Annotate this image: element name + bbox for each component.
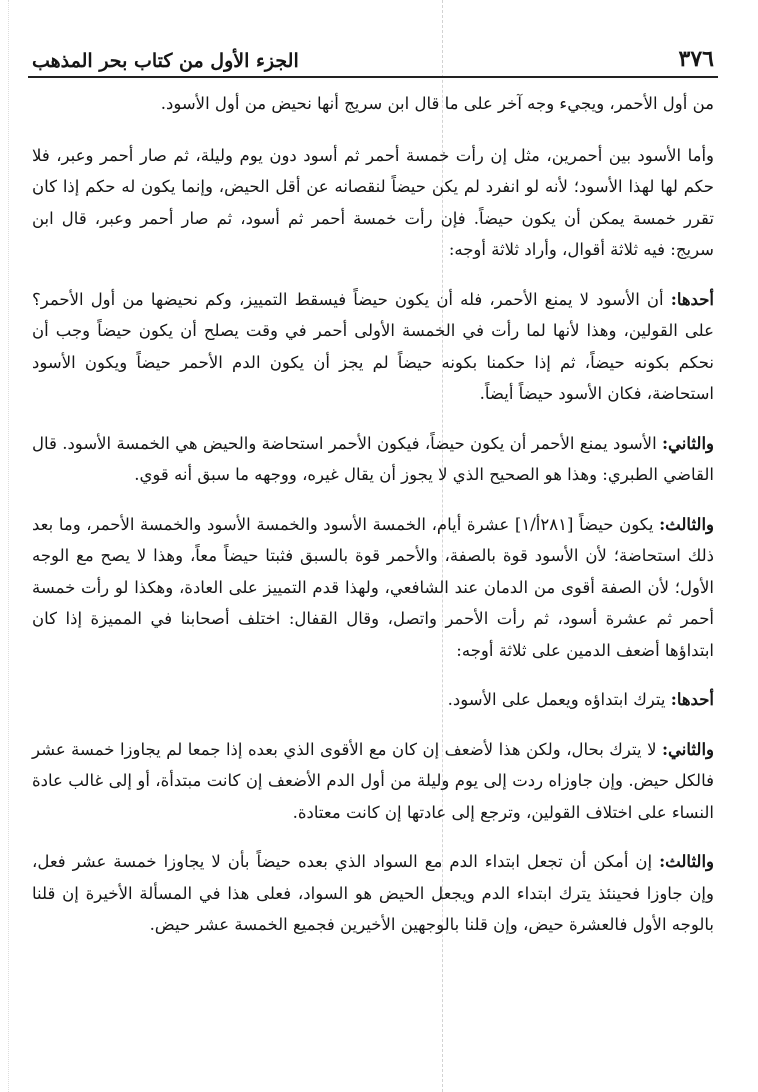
paragraph — [32, 846, 714, 941]
paragraph-lead: والثاني: — [661, 739, 714, 759]
page-number: ٣٧٦ — [678, 46, 714, 72]
page-body — [28, 78, 718, 941]
paragraph-text: إن أمكن أن تجعل ابتداء الدم مع السواد الذي بعده حيضاً بأن لا يجاوزا خمسة عشر فعل، وإن جاوزا فحينئذ يترك ابتداء الدم ويجعل الحيض هو السواد، فعلى هذا في المسألة الأخيرة إن قلنا بالوجه الأول فالعشرة حيض، وإن قلنا بالوجهين الأخيرين فجميع الخمسة عشر حيض. — [32, 852, 714, 934]
paragraph — [32, 140, 714, 266]
paragraph — [32, 734, 714, 829]
paragraph-lead: أحدها: — [670, 690, 714, 709]
paragraph-text: الأسود يمنع الأحمر أن يكون حيضاً، فيكون الأحمر استحاضة والحيض هي الخمسة الأسود. قال القاضي الطبري: وهذا هو الصحيح الذي لا يجوز أن يقال غيره، ووجهه ما سبق أنه قوي. — [32, 433, 714, 484]
paragraph-text: أن الأسود لا يمنع الأحمر، فله أن يكون حيضاً فيسقط التمييز، وكم نحيضها من أول الأحمر؟ على القولين، وهذا لأنها لما رأت في الخمسة الأولى أحمر في وقت يصلح أن يكون حيضاً وجب أن نحكم بكونه حيضاً، ثم إذا حكمنا بكونه حيضاً لم يجز أن يكون الدم الأحمر حيضاً ويكون الأسود استحاضة، فكان الأسود حيضاً أيضاً. — [32, 289, 714, 403]
paragraph-text: لا يترك بحال، ولكن هذا لأضعف إن كان مع الأقوى الذي بعده إذا جمعا لم يجاوزا خمسة عشر فالكل حيض. وإن جاوزاه ردت إلى يوم وليلة من أول الدم الأضعف إن كانت مبتدأة، أو إلى غالب عادة النساء على اختلاف القولين، وترجع إلى عادتها إن كانت معتادة. — [32, 739, 714, 822]
paragraph — [32, 509, 714, 667]
paragraph-lead: والثالث: — [659, 514, 714, 534]
paragraph-text: يكون حيضاً [٢٨١أ/١] عشرة أيام، الخمسة الأسود والخمسة الأسود والخمسة الأحمر، وما بعد ذلك استحاضة؛ لأن الأسود قوة بالصفة، والأحمر قوة بالسبق فثبتا حيضاً معاً، وهذا لا يصح مع الوجه الأول؛ لأن الصفة أقوى من الدمان عند الشافعي، ولهذا قدم التمييز على العادة، وهكذا لو رأت خمسة أحمر ثم عشرة أسود، ثم رأت الأحمر واتصل، وقال القفال: اختلف أصحابنا في المميزة إذا كان ابتداؤها أضعف الدمين على ثلاثة أوجه: — [32, 514, 714, 660]
page-edge-line — [8, 0, 9, 1092]
paragraph-text: من أول الأحمر، ويجيء وجه آخر على ما قال ابن سريج أنها نحيض من أول الأسود. — [160, 94, 714, 113]
paragraph-text: يترك ابتداؤه ويعمل على الأسود. — [447, 690, 671, 709]
paragraph — [32, 684, 714, 716]
paragraph-text: وأما الأسود بين أحمرين، مثل إن رأت خمسة أحمر ثم أسود دون يوم وليلة، ثم صار أحمر وعبر، فلا حكم لها لهذا الأسود؛ لأنه لو انفرد لم يكن حيضاً لنقصانه عن أقل الحيض، وإنما يكون له حكم إذا كان تقرر خمسة يمكن أن يكون حيضاً. فإن رأت خمسة أحمر ثم أسود، ثم صار أحمر وعبر، قال ابن سريج: فيه ثلاثة أقوال، وأراد ثلاثة أوجه: — [32, 145, 714, 259]
paragraph-lead: أحدها: — [670, 289, 714, 309]
paragraph-lead: والثالث: — [659, 852, 714, 871]
running-title: الجزء الأول من كتاب بحر المذهب — [32, 50, 299, 72]
paragraph — [32, 88, 714, 120]
paragraph-lead: والثاني: — [661, 433, 714, 453]
running-header — [28, 34, 718, 78]
paragraph — [32, 284, 714, 410]
book-page — [28, 34, 718, 959]
paragraph — [32, 428, 714, 491]
